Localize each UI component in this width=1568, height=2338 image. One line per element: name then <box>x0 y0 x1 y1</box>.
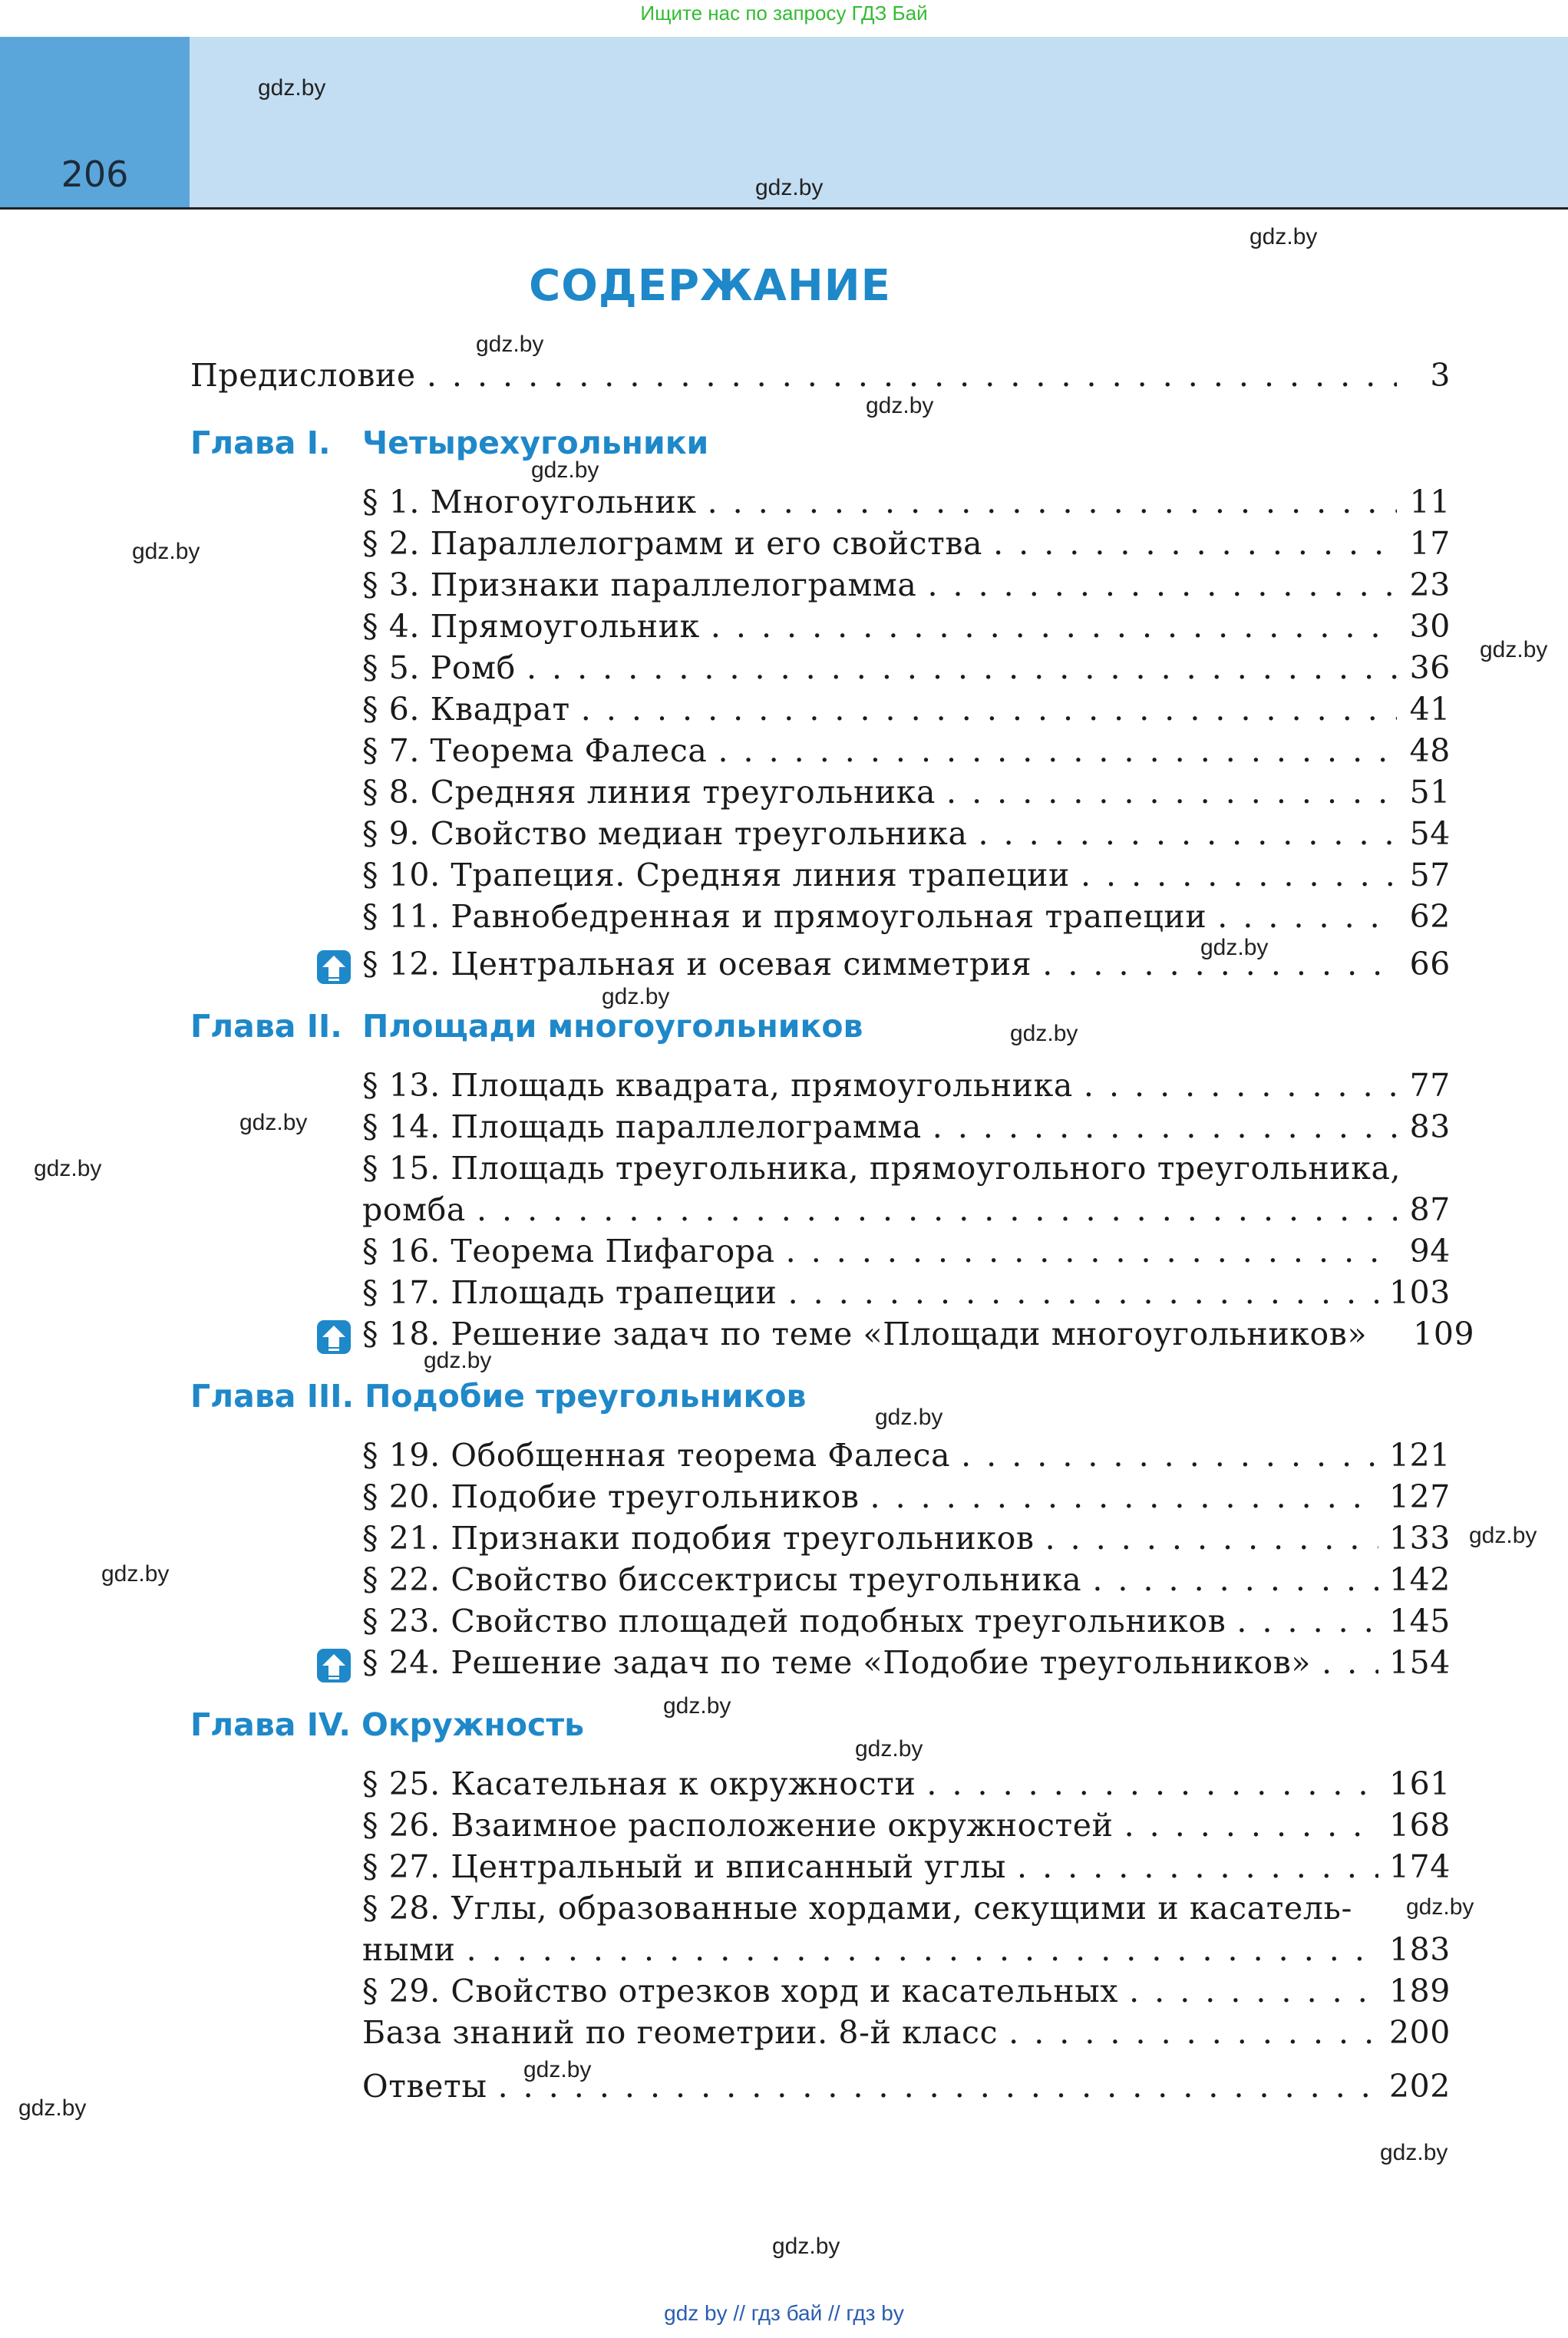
toc-entry[interactable] <box>362 1191 1451 1234</box>
watermark: gdz.by <box>424 1348 492 1373</box>
toc-entry-page: 121 <box>1388 1437 1451 1474</box>
toc-leader-dots <box>467 1931 1378 1968</box>
watermark: gdz.by <box>34 1156 102 1181</box>
chapter-title: Четырехугольники <box>362 424 709 461</box>
watermark: gdz.by <box>663 1693 731 1719</box>
toc-entry-page: 142 <box>1388 1561 1451 1598</box>
review-topic-icon <box>316 949 352 985</box>
toc-entry-title[interactable]: § 15. Площадь треугольника, прямоугольного треугольника, <box>362 1150 1401 1187</box>
watermark: gdz.by <box>239 1110 308 1135</box>
watermark: gdz.by <box>875 1405 943 1430</box>
toc-entry-page: 161 <box>1388 1765 1451 1802</box>
toc-entry[interactable] <box>362 1437 1451 1480</box>
toc-entry-title: § 18. Решение задач по теме «Площади многоугольников» <box>362 1316 1368 1352</box>
toc-entry-page: 30 <box>1409 608 1451 645</box>
toc-leader-dots <box>870 1478 1378 1515</box>
toc-entry-title: § 12. Центральная и осевая симметрия <box>362 946 1032 982</box>
toc-entry-title: § 25. Касательная к окружности <box>362 1765 916 1802</box>
toc-entry[interactable] <box>362 774 1451 817</box>
toc-entry-page: 11 <box>1409 484 1451 520</box>
toc-leader-dots <box>1092 1561 1378 1598</box>
toc-entry[interactable] <box>362 857 1451 900</box>
chapter-heading <box>190 424 708 461</box>
toc-entry-page: 174 <box>1388 1848 1451 1885</box>
toc-entry[interactable] <box>362 898 1451 941</box>
toc-entry-title: § 29. Свойство отрезков хорд и касательных <box>362 1973 1119 2009</box>
toc-leader-dots <box>933 1108 1397 1145</box>
toc-entry-title: § 5. Ромб <box>362 649 516 686</box>
toc-entry-title: § 24. Решение задач по теме «Подобие треугольников» <box>362 1644 1312 1681</box>
toc-entry[interactable] <box>362 1274 1451 1317</box>
toc-entry-title: § 1. Многоугольник <box>362 484 697 520</box>
toc-entry-title: Ответы <box>362 2068 487 2105</box>
toc-entry[interactable] <box>362 566 1451 609</box>
toc-entry-title[interactable]: § 28. Углы, образованные хордами, секущими и касатель- <box>362 1890 1352 1927</box>
toc-entry[interactable] <box>362 946 1451 989</box>
chapter-label: Глава IV. <box>190 1706 351 1743</box>
top-banner: Ищите нас по запросу ГДЗ Бай <box>640 2 928 25</box>
toc-entry[interactable] <box>362 1807 1451 1850</box>
chapter-title: Подобие треугольников <box>365 1378 807 1415</box>
toc-entry-title: § 9. Свойство медиан треугольника <box>362 815 968 852</box>
toc-entry[interactable] <box>362 1067 1451 1110</box>
toc-entry[interactable] <box>362 525 1451 568</box>
watermark: gdz.by <box>1010 1021 1078 1046</box>
toc-entry-title: § 22. Свойство биссектрисы треугольника <box>362 1561 1082 1598</box>
toc-entry-page: 77 <box>1409 1067 1451 1104</box>
watermark: gdz.by <box>476 332 544 357</box>
toc-entry-title: § 4. Прямоугольник <box>362 608 700 645</box>
toc-entry-page: 48 <box>1409 732 1451 769</box>
toc-entry[interactable] <box>362 815 1451 858</box>
watermark: gdz.by <box>1200 935 1269 960</box>
toc-entry-title: § 27. Центральный и вписанный углы <box>362 1848 1006 1885</box>
watermark: gdz.by <box>132 539 200 564</box>
toc-entry-page: 168 <box>1388 1807 1451 1844</box>
toc-entry-title: § 6. Квадрат <box>362 691 570 728</box>
toc-leader-dots <box>788 1274 1378 1311</box>
toc-leader-dots <box>708 484 1397 520</box>
toc-entry-title: § 20. Подобие треугольников <box>362 1478 860 1515</box>
toc-entry[interactable] <box>362 649 1451 692</box>
toc-entry[interactable] <box>362 2014 1451 2057</box>
toc-entry[interactable] <box>362 1478 1451 1521</box>
toc-entry-title: § 23. Свойство площадей подобных треугольников <box>362 1603 1226 1640</box>
watermark: gdz.by <box>755 175 824 200</box>
page-title: СОДЕРЖАНИЕ <box>529 261 891 311</box>
watermark: gdz.by <box>1380 2140 1448 2165</box>
toc-entry-title: § 2. Параллелограмм и его свойства <box>362 525 983 562</box>
page-number: 206 <box>61 154 129 195</box>
footer-links[interactable]: gdz by // гдз бай // гдз by <box>664 2301 904 2325</box>
toc-entry-title: § 21. Признаки подобия треугольников <box>362 1520 1035 1557</box>
toc-entry[interactable] <box>362 691 1451 734</box>
toc-leader-dots <box>1081 857 1397 893</box>
toc-entry-page: 154 <box>1388 1644 1451 1681</box>
toc-entry-title: § 14. Площадь параллелограмма <box>362 1108 922 1145</box>
toc-entry[interactable] <box>362 1520 1451 1563</box>
toc-entry-title: § 16. Теорема Пифагора <box>362 1233 775 1270</box>
toc-leader-dots <box>1084 1067 1397 1104</box>
toc-entry-title: § 17. Площадь трапеции <box>362 1274 777 1311</box>
toc-entry-page: 17 <box>1409 525 1451 562</box>
watermark: gdz.by <box>772 2234 840 2259</box>
toc-leader-dots <box>711 608 1397 645</box>
toc-leader-dots <box>427 357 1397 394</box>
toc-leader-dots <box>1045 1520 1378 1557</box>
toc-leader-dots <box>786 1233 1397 1270</box>
toc-leader-dots <box>927 566 1397 603</box>
toc-leader-dots <box>961 1437 1378 1474</box>
toc-leader-dots <box>946 774 1397 811</box>
toc-entry-page: 189 <box>1388 1973 1451 2009</box>
toc-entry-page: 109 <box>1413 1316 1475 1352</box>
toc-leader-dots <box>1008 2014 1378 2051</box>
toc-entry-page: 94 <box>1409 1233 1451 1270</box>
toc-entry-page: 202 <box>1388 2068 1451 2105</box>
toc-entry[interactable] <box>362 1765 1451 1808</box>
toc-entry-title: § 7. Теорема Фалеса <box>362 732 708 769</box>
toc-entry-page: 127 <box>1388 1478 1451 1515</box>
chapter-label: Глава I. <box>190 424 331 461</box>
toc-entry-page: 3 <box>1430 357 1451 394</box>
watermark: gdz.by <box>855 1736 923 1762</box>
toc-entry-page: 83 <box>1409 1108 1451 1145</box>
toc-entry-title-cont: ными <box>362 1931 456 1968</box>
toc-entry-page: 51 <box>1409 774 1451 811</box>
toc-entry-page: 23 <box>1409 566 1451 603</box>
toc-entry-page: 103 <box>1388 1274 1451 1311</box>
toc-entry-title-cont: ромба <box>362 1191 466 1228</box>
toc-entry-page: 66 <box>1409 946 1451 982</box>
chapter-heading <box>190 1008 863 1045</box>
watermark: gdz.by <box>258 75 326 101</box>
toc-entry-page: 200 <box>1388 2014 1451 2051</box>
toc-entry-page: 183 <box>1388 1931 1451 1968</box>
toc-entry[interactable] <box>362 1233 1451 1276</box>
chapter-heading <box>190 1706 584 1743</box>
toc-entry-page: 54 <box>1409 815 1451 852</box>
header-rule <box>0 207 1568 210</box>
watermark: gdz.by <box>523 2057 592 2082</box>
toc-leader-dots <box>1236 1603 1378 1640</box>
review-topic-icon <box>316 1648 352 1683</box>
toc-entry-title: Предисловие <box>190 357 416 394</box>
watermark: gdz.by <box>531 457 599 483</box>
toc-entry[interactable] <box>362 1316 1475 1359</box>
toc-entry-title: § 19. Обобщенная теорема Фалеса <box>362 1437 951 1474</box>
toc-leader-dots <box>979 815 1398 852</box>
chapter-label: Глава III. <box>190 1378 355 1415</box>
watermark: gdz.by <box>18 2095 87 2121</box>
toc-leader-dots <box>1322 1644 1378 1681</box>
toc-entry[interactable] <box>362 1603 1451 1646</box>
toc-entry-page: 36 <box>1409 649 1451 686</box>
toc-entry-page: 62 <box>1409 898 1451 935</box>
toc-leader-dots <box>1017 1848 1378 1885</box>
toc-leader-dots <box>993 525 1397 562</box>
toc-entry-title: База знаний по геометрии. 8-й класс <box>362 2014 999 2051</box>
watermark: gdz.by <box>1406 1894 1474 1920</box>
toc-entry[interactable] <box>362 608 1451 651</box>
toc-entry[interactable] <box>362 1848 1451 1891</box>
toc-entry-title: § 10. Трапеция. Средняя линия трапеции <box>362 857 1070 893</box>
toc-entry-page: 145 <box>1388 1603 1451 1640</box>
toc-entry[interactable] <box>362 1931 1451 1974</box>
chapter-title: Площади многоугольников <box>362 1008 863 1045</box>
toc-leader-dots <box>926 1765 1378 1802</box>
toc-leader-dots <box>498 2068 1378 2105</box>
toc-leader-dots <box>581 691 1397 728</box>
watermark: gdz.by <box>1249 224 1318 249</box>
toc-entry-page: 57 <box>1409 857 1451 893</box>
toc-entry[interactable] <box>362 1973 1451 2016</box>
toc-entry-page: 41 <box>1409 691 1451 728</box>
chapter-heading <box>190 1378 806 1415</box>
toc-leader-dots <box>1124 1807 1378 1844</box>
toc-entry-page: 87 <box>1409 1191 1451 1228</box>
review-topic-icon <box>316 1319 352 1355</box>
toc-entry-title: § 13. Площадь квадрата, прямоугольника <box>362 1067 1073 1104</box>
toc-entry[interactable] <box>362 484 1451 527</box>
toc-entry[interactable] <box>362 1561 1451 1604</box>
toc-leader-dots <box>1217 898 1397 935</box>
toc-entry-title: § 8. Средняя линия треугольника <box>362 774 936 811</box>
toc-entry-preface[interactable] <box>190 357 1451 400</box>
watermark: gdz.by <box>602 984 670 1009</box>
toc-leader-dots <box>527 649 1397 686</box>
toc-entry-title: § 3. Признаки параллелограмма <box>362 566 917 603</box>
watermark: gdz.by <box>101 1561 170 1587</box>
watermark: gdz.by <box>1469 1523 1537 1548</box>
chapter-title: Окружность <box>361 1706 585 1743</box>
watermark: gdz.by <box>866 393 934 418</box>
toc-entry-title: § 11. Равнобедренная и прямоугольная трапеции <box>362 898 1207 935</box>
toc-leader-dots <box>718 732 1397 769</box>
toc-leader-dots <box>477 1191 1397 1228</box>
toc-entry-title: § 26. Взаимное расположение окружностей <box>362 1807 1114 1844</box>
watermark: gdz.by <box>1480 637 1548 662</box>
toc-entry[interactable] <box>362 1644 1451 1687</box>
toc-entry[interactable] <box>362 1108 1451 1151</box>
toc-entry-page: 133 <box>1388 1520 1451 1557</box>
chapter-label: Глава II. <box>190 1008 342 1045</box>
toc-entry[interactable] <box>362 732 1451 775</box>
toc-leader-dots <box>1129 1973 1378 2009</box>
